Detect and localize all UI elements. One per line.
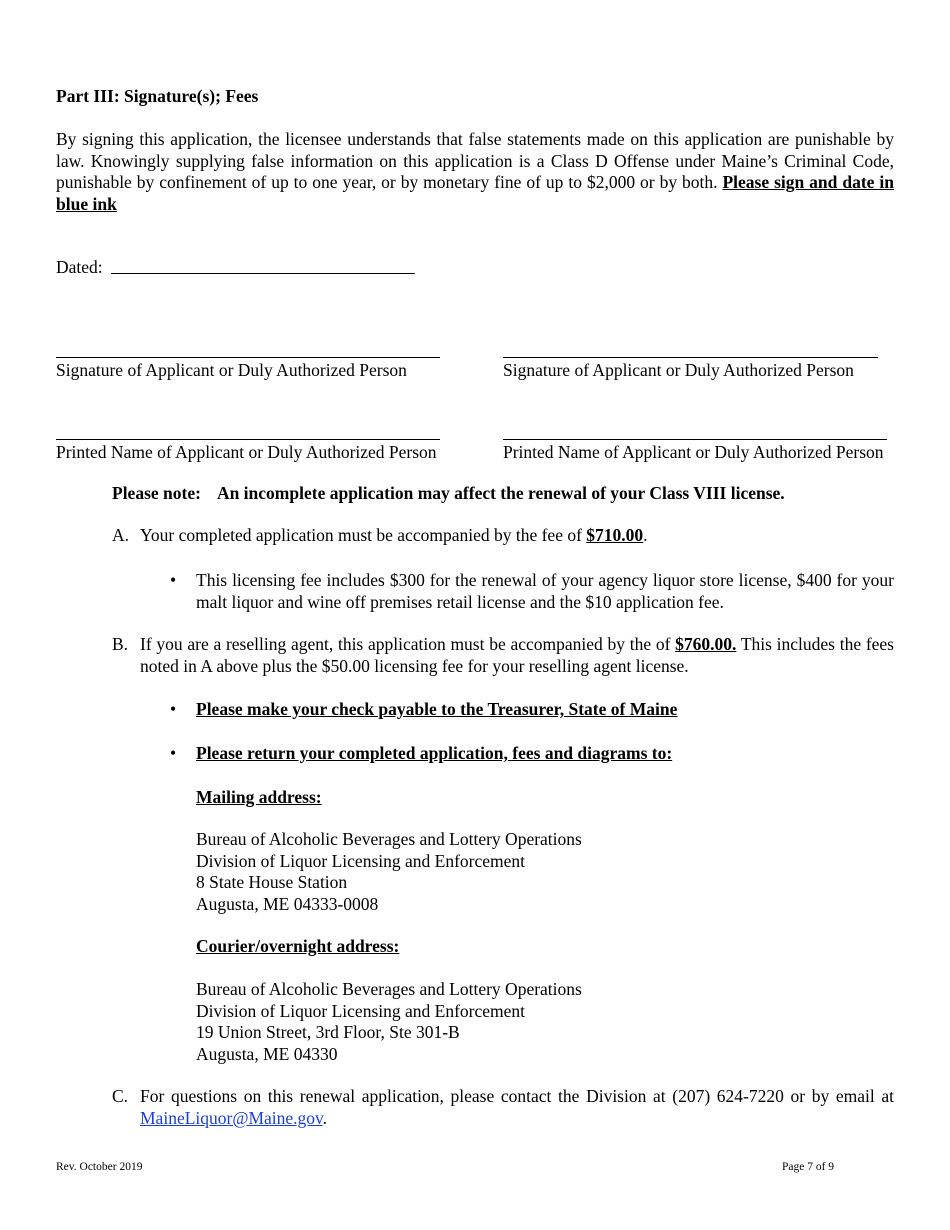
item-a-bullet: This licensing fee includes $300 for the renewal of your agency liquor store license, $400 for your malt liquor and wine off premises retail license and the $10 application fee. [196, 570, 894, 612]
mailing-line: Division of Liquor Licensing and Enforcement [196, 850, 526, 871]
item-b-rest: This includes the fees noted in A above plus the $50.00 licensing fee for your reselling agent license. [140, 634, 894, 676]
item-c-text: For questions on this renewal application, please contact the Division at (207) 624-7220 or by email at [140, 1086, 894, 1106]
check-payable-instruction: Please make your check payable to the Treasurer, State of Maine [196, 699, 678, 719]
courier-line: 19 Union Street, 3rd Floor, Ste 301-B [196, 1022, 460, 1042]
dated-field[interactable] [111, 273, 415, 274]
printed-name-label-right: Printed Name of Applicant or Duly Authorized Person [503, 442, 884, 462]
courier-line: Division of Liquor Licensing and Enforcement [196, 1000, 526, 1021]
item-c-end: . [322, 1107, 328, 1128]
mailing-address [196, 829, 582, 915]
courier-address-heading: Courier/overnight address: [196, 936, 400, 956]
note [112, 483, 785, 505]
intro-text: By signing this application, the licensee understands that false statements made on this application are punishable by law. Knowingly supplying false information on this application is a Class D Offense under Maine’s Criminal Code, punishable by confinement of up to one year, or by monetary fine of up to $2,000 or by both. [56, 129, 894, 192]
mailing-line: Bureau of Alcoholic Beverages and Lottery Operations [196, 829, 582, 849]
signature-line-right[interactable] [503, 357, 878, 358]
bullet-icon: • [170, 570, 177, 590]
courier-line: Bureau of Alcoholic Beverages and Lottery Operations [196, 979, 582, 999]
dated-label: Dated: [56, 257, 103, 277]
printed-name-line-left[interactable] [56, 439, 440, 440]
item-b [140, 634, 894, 677]
item-a-end: . [643, 525, 648, 545]
item-a-text: Your completed application must be accompanied by the fee of [140, 525, 587, 545]
signature-label-right: Signature of Applicant or Duly Authorized Person [503, 360, 854, 380]
item-b-text: If you are a reselling agent, this application must be accompanied by the of [140, 634, 676, 654]
email-link[interactable]: MaineLiquor@Maine.gov [140, 1107, 323, 1128]
printed-name-label-left: Printed Name of Applicant or Duly Authorized Person [56, 442, 437, 462]
bullet-icon: • [170, 699, 177, 719]
return-instruction: Please return your completed application, fees and diagrams to: [196, 743, 673, 763]
fee-710: $710.00 [586, 525, 644, 545]
sign-instruction: Please sign and date in blue ink [56, 172, 894, 214]
item-b-marker: B. [112, 634, 129, 654]
signature-line-left[interactable] [56, 357, 440, 358]
mailing-address-heading: Mailing address: [196, 787, 322, 807]
revision-date: Rev. October 2019 [56, 1161, 143, 1173]
item-c-marker: C. [112, 1086, 129, 1106]
mailing-line: 8 State House Station [196, 872, 348, 892]
note-label: Please note: [112, 483, 201, 503]
item-c [140, 1086, 894, 1129]
intro-paragraph [56, 129, 894, 215]
courier-address [196, 979, 582, 1065]
page-title: Part III: Signature(s); Fees [56, 86, 259, 106]
fee-760: $760.00. [675, 634, 737, 654]
printed-name-line-right[interactable] [503, 439, 887, 440]
courier-line: Augusta, ME 04330 [196, 1043, 338, 1064]
page-number: Page 7 of 9 [782, 1161, 835, 1173]
mailing-line: Augusta, ME 04333-0008 [196, 893, 379, 914]
bullet-icon: • [170, 743, 177, 763]
signature-label-left: Signature of Applicant or Duly Authorized Person [56, 360, 407, 380]
item-a [140, 525, 894, 547]
note-text: An incomplete application may affect the renewal of your Class VIII license. [216, 483, 785, 503]
item-a-marker: A. [112, 525, 130, 545]
